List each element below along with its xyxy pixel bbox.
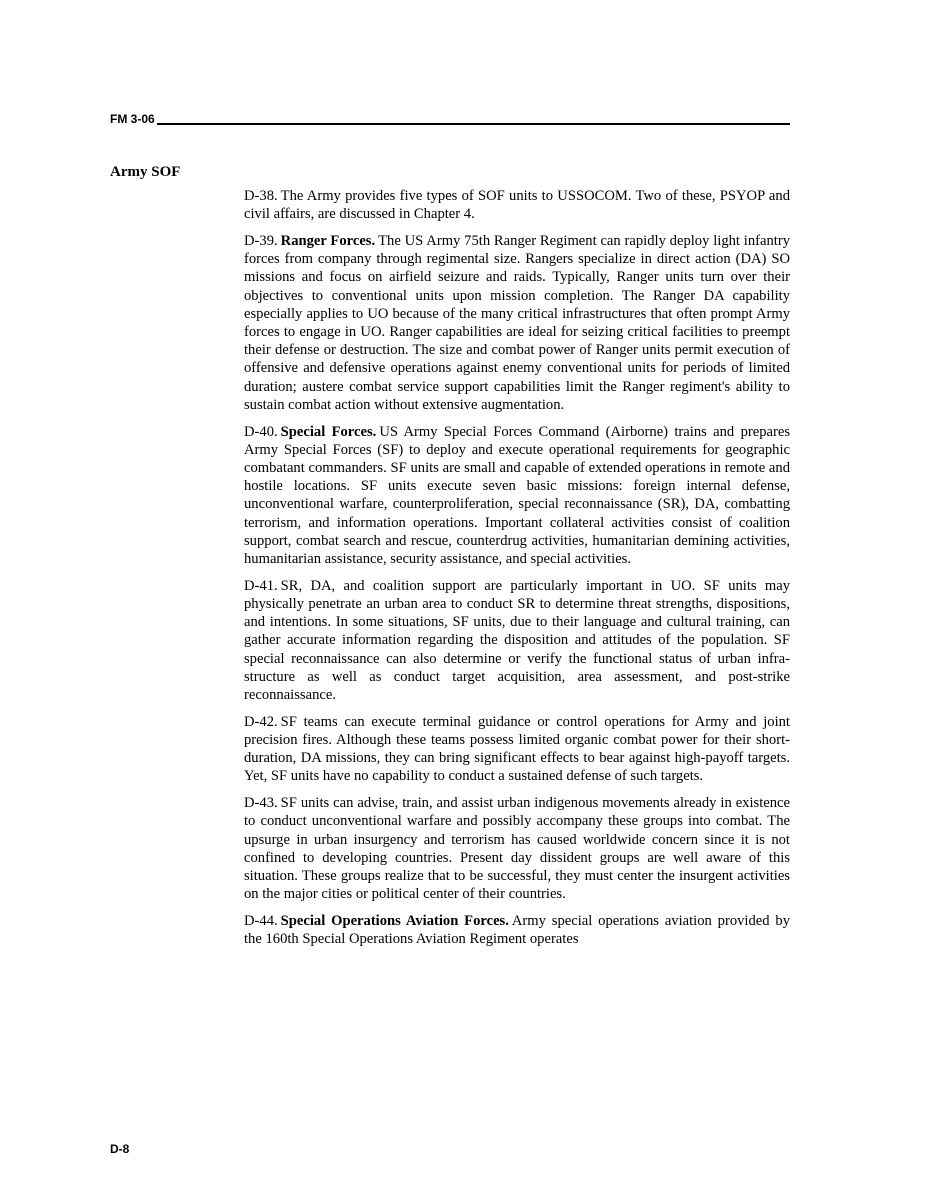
paragraph-number: D-39. xyxy=(244,233,278,249)
header-rule xyxy=(157,123,790,125)
paragraph-text: Army special operations aviation provided by the 160th Special Operations Aviation Regiment operates xyxy=(244,913,791,948)
paragraph-text: The US Army 75th Ranger Regiment can rapidly deploy light infantry forces from company through regimental size. Rangers specialize in direct action (DA) SO missions and focus on airfield seizure and raids. Typically, Ranger units turn over their objectives to conventional units upon mission completion. The Ranger DA capability especially applies to UO because of the many critical infrastructures that often prompt Army forces to engage in UO. Ranger capabilities are ideal for seizing critical facilities to preempt their defense or destruction. The size and combat power of Ranger units permit execution of offensive and defensive operations against enemy conventional units for periods of limited duration; austere combat service support capabilities limit the Ranger regiment's ability to sustain combat action without extensive augmentation. xyxy=(244,233,790,413)
page-number: D-8 xyxy=(110,1142,130,1156)
body-text xyxy=(244,187,790,957)
paragraph-d-44 xyxy=(244,912,790,948)
paragraph-number: D-44. xyxy=(244,913,278,930)
paragraph-d-40 xyxy=(244,423,790,569)
paragraph-d-39 xyxy=(244,232,790,414)
paragraph-number: D-42. xyxy=(244,713,278,730)
paragraph-text: SR, DA, and coalition support are particularly important in UO. SF units may physically penetrate an urban area to conduct SR to determine threat strengths, dispositions, and intentions. In some situations, SF units, due to their language and cultural training, can gather accurate information regarding the disposition and attitudes of the population. SF special reconnaissance can also determine or verify the functional status of urban infrastructure as well as conduct target acquisition, area assessment, and post-strike reconnaissance. xyxy=(244,577,790,704)
paragraph-d-42 xyxy=(244,713,790,786)
manual-id: FM 3-06 xyxy=(110,112,155,126)
paragraph-heading: Ranger Forces. xyxy=(280,233,376,249)
paragraph-heading: Special Operations Aviation Forces. xyxy=(280,913,509,930)
paragraph-number: D-43. xyxy=(244,795,278,812)
paragraph-text: US Army Special Forces Command (Airborne) trains and prepares Army Special Forces (SF) to deploy and execute operational requirements for geographic combatant commanders. SF units are small and capable of extended operations in remote and hostile locations. SF units execute seven basic missions: foreign internal defense, unconventional warfare, counterproliferation, special reconnaissance (SR), DA, combatting terrorism, and information operations. Important collateral activities consist of coalition support, combat search and rescue, counterdrug activities, humanitarian demining activities, humanitarian assistance, security assistance, and special activities. xyxy=(244,423,790,568)
section-title: Army SOF xyxy=(110,164,181,180)
paragraph-text: SF units can advise, train, and assist urban indigenous movements already in existence to conduct unconventional warfare and possibly accompany these groups into combat. The upsurge in urban insurgency and terrorism has caused worldwide concern since it is not confined to developing countries. Present day dissident groups are well aware of this situation. These groups realize that to be successful, they must center the insurgent activities on the major cities or political center of their countries. xyxy=(244,795,790,903)
paragraph-number: D-38. xyxy=(244,188,278,204)
paragraph-d-38 xyxy=(244,187,790,223)
paragraph-number: D-40. xyxy=(244,423,278,440)
running-header xyxy=(110,110,790,126)
paragraph-number: D-41. xyxy=(244,577,278,594)
paragraph-heading: Special Forces. xyxy=(280,423,377,440)
paragraph-d-41 xyxy=(244,577,790,704)
paragraph-d-43 xyxy=(244,794,790,903)
paragraph-text: The Army provides five types of SOF units to USSOCOM. Two of these, PSYOP and civil affairs, are discussed in Chapter 4. xyxy=(244,188,790,223)
paragraph-text: SF teams can execute terminal guidance or control operations for Army and joint precision fires. Although these teams possess limited organic combat power for their short-duration, DA missions, they can bring significant effects to bear against high-payoff targets. Yet, SF units have no capability to conduct a sustained defense of such targets. xyxy=(244,713,790,785)
